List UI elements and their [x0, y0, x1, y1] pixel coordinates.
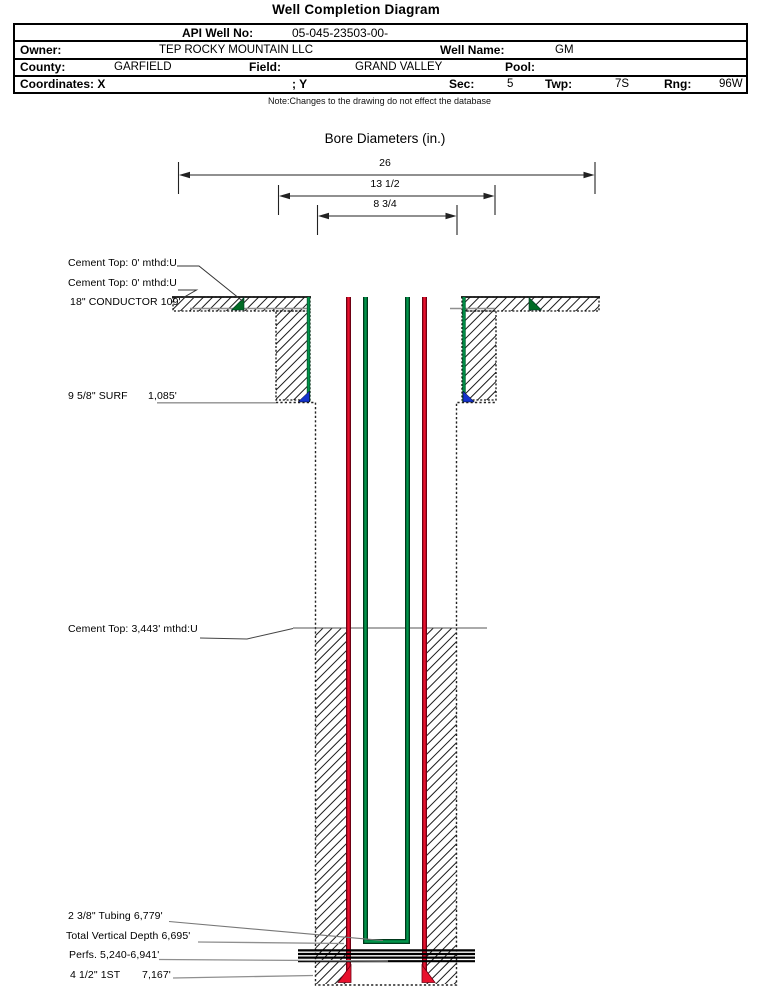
pool-label: Pool: [505, 60, 535, 75]
table-row-api [15, 25, 746, 40]
sec-label: Sec: [449, 77, 475, 92]
api-label: API Well No: [182, 25, 254, 40]
field-label: Field: [249, 60, 281, 75]
rng-value: 96W [719, 78, 743, 91]
well-name-label: Well Name: [440, 42, 505, 57]
coordinates-label: Coordinates: X [20, 77, 106, 92]
page-title: Well Completion Diagram [272, 2, 440, 17]
api-value: 05-045-23503-00- [292, 25, 389, 40]
surface-casing-wall-right [462, 311, 496, 400]
cement-annulus-right [427, 628, 457, 984]
annotation-surf: 9 5/8" SURF [68, 390, 128, 402]
bore-dim-26: 26 [379, 157, 391, 169]
twp-value: 7S [615, 78, 630, 91]
annotation-casing-1st: 4 1/2" 1ST [70, 969, 121, 981]
borehole-wall [276, 403, 496, 986]
surface-casing-wall-left [276, 311, 310, 400]
cement-annulus-left [316, 628, 347, 984]
coordinates-y-label: ; Y [292, 77, 308, 92]
annotation-perfs: Perfs. 5,240-6,941' [69, 949, 160, 961]
rng-label: Rng: [664, 77, 692, 92]
field-value: GRAND VALLEY [355, 61, 443, 74]
well-info-table [13, 23, 748, 94]
annotation-surf-depth: 1,085' [148, 390, 177, 402]
table-row-owner [15, 40, 746, 57]
surface-casing-green-lines [309, 297, 465, 402]
county-value: GARFIELD [114, 61, 172, 74]
production-casing-lines [349, 297, 425, 981]
sec-value: 5 [507, 78, 514, 91]
table-row-county [15, 58, 746, 75]
annotation-tvd: Total Vertical Depth 6,695' [66, 930, 191, 942]
annotation-conductor: 18" CONDUCTOR 109' [70, 296, 181, 308]
database-note: Note:Changes to the drawing do not effect the database [268, 96, 491, 106]
table-row-coordinates [15, 75, 746, 92]
well-name-value: GM [555, 43, 574, 56]
annotation-cement-top-2: Cement Top: 0' mthd:U [68, 277, 177, 289]
county-label: County: [20, 60, 66, 75]
perfs-leader [159, 960, 388, 962]
annotation-cement-top-1: Cement Top: 0' mthd:U [68, 257, 177, 269]
casing-leader [173, 976, 313, 979]
cement-top-leader [200, 629, 293, 640]
bore-diameters-title: Bore Diameters (in.) [324, 131, 446, 146]
owner-value: TEP ROCKY MOUNTAIN LLC [159, 43, 314, 56]
annotation-cement-top-3: Cement Top: 3,443' mthd:U [68, 623, 198, 635]
wellhead [173, 297, 599, 400]
bore-dim-13-5: 13 1/2 [370, 178, 400, 190]
annotation-tubing: 2 3/8" Tubing 6,779' [68, 910, 163, 922]
annotation-casing-1st-depth: 7,167' [142, 969, 171, 981]
bore-dim-8-75: 8 3/4 [373, 198, 397, 210]
owner-label: Owner: [20, 42, 62, 57]
twp-label: Twp: [545, 77, 573, 92]
tubing-string [366, 297, 408, 942]
